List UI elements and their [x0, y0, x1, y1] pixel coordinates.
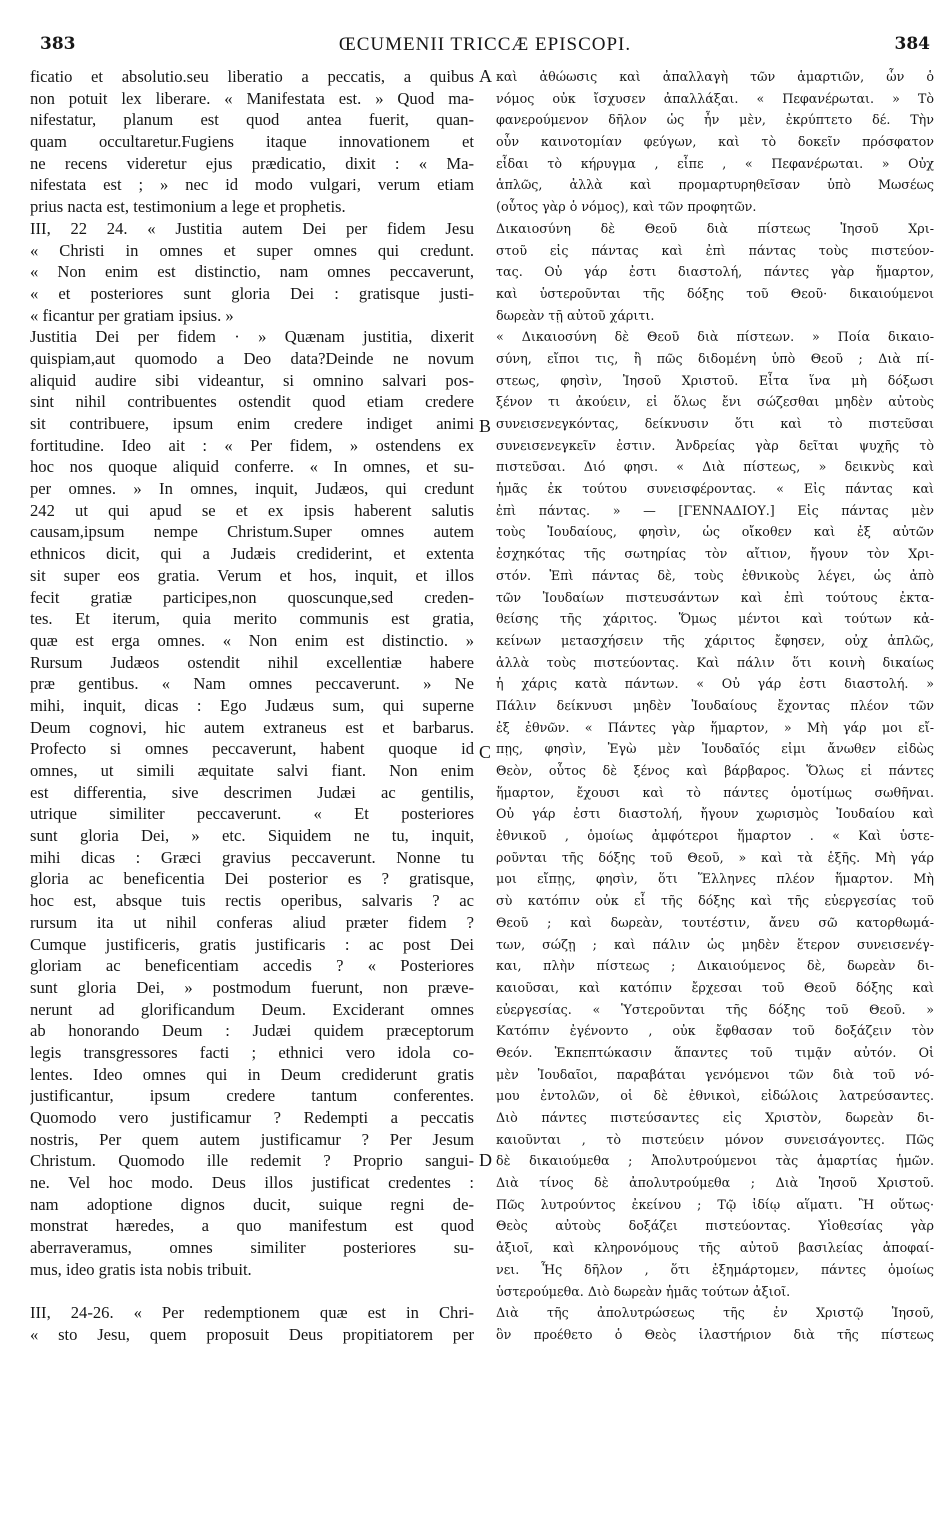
- text-line: των, σώζῃ ; καὶ πάλιν ὡς μηδὲν ἕτερον συνεισενέγ-: [496, 936, 934, 952]
- margin-letter-a: A: [479, 66, 492, 86]
- text-line: καὶ ὑστεροῦνται τῆς δόξης τοῦ Θεοῦ· δικαιούμενοι: [496, 285, 934, 301]
- text-line: ne recens videretur ejus prædicatio, dixit : « Ma-: [30, 153, 474, 173]
- latin-column: [30, 66, 474, 1346]
- text-line: Θεὸς αὐτοὺς δοξάζει πιστεύοντας. Υἱοθεσίας γὰρ: [496, 1218, 934, 1234]
- text-line: Rursum Judæos ostendit nihil excellentiæ habere: [30, 652, 474, 672]
- text-line: mihi, inquit, dicas : Ego Judæus sum, qui superne: [30, 695, 474, 715]
- text-line: nifestatur, planum est quod antea fuerit, quan-: [30, 110, 474, 130]
- text-line: μὲν Ἰουδαῖοι, παραβάται γενόμενοι τῶν διὰ τοῦ νό-: [496, 1066, 934, 1082]
- text-line: μου ἐντολῶν, οἱ δὲ ἐθνικοὶ, εἰδώλοις λατρεύσαντες.: [496, 1088, 934, 1104]
- text-line: 242 ut qui apud se et ex ipsis haberent salutis: [30, 500, 474, 520]
- text-line: ἡ χάρις κατὰ πάντων. « Οὐ γάρ ἐστι διαστολή. »: [496, 676, 934, 692]
- text-line: στόν. Ἐπὶ πάντας δὲ, τοὺς ἐθνικοὺς λέγει, ὡς ἀπὸ: [496, 567, 934, 583]
- text-line: ab honorando Deum : Judæi quidem præceptorum: [30, 1021, 474, 1041]
- text-line: aliquid audire sibi videantur, si omnino salvari pos-: [30, 370, 474, 390]
- text-line: tes. Et iterum, quia merito communis est gratia,: [30, 609, 474, 629]
- text-line: σὺ κατόπιν οὐκ εἶ τῆς δόξης καὶ τῆς εὐεργεσίας τοῦ: [496, 893, 934, 909]
- text-line: Deum cognovi, hic autem extraneus est et barbarus.: [30, 717, 474, 737]
- text-line: κείνων μετασχήσειν τῆς χάριτος ἔφησεν, οὐχ ἁπλῶς,: [496, 632, 934, 648]
- text-line: ἐθνικοῦ , ὁμοίως ἀμφότεροι ἥμαρτον . « Καὶ ὑστε-: [496, 828, 934, 844]
- text-line: συνεισενεγκόντας, δείκνυσιν ὅτι καὶ τὸ πιστεῦσαι: [496, 416, 934, 431]
- text-line: και, πλὴν πίστεως ; Δικαιούμενος δὲ, δωρεὰν δι-: [496, 958, 934, 974]
- text-line: legis transgressores facti ; ethnici vero idola co-: [30, 1042, 474, 1062]
- text-line: hoc nos quoque aliquid conferre. « In omnes, et su-: [30, 457, 474, 477]
- text-line: aberraveramus, omnes similiter posteriores su-: [30, 1238, 474, 1258]
- left-page-number: 383: [40, 34, 76, 54]
- text-line: συνεισενεγκεῖν ἐστιν. Ἀνδρείας γὰρ δεῖται ψυχῆς τὸ: [496, 437, 934, 453]
- text-line: ροῦνται τῆς δόξης τοῦ Θεοῦ, » καὶ τὰ ἑξῆς. Μὴ γάρ: [496, 849, 934, 865]
- text-line: gloriam ac beneficentiam accedis ? « Posteriores: [30, 956, 474, 976]
- text-line: non potuit lex liberare. « Manifestata est. » Quod ma-: [30, 88, 474, 108]
- text-line: (οὗτος γὰρ ὁ νόμος), καὶ τῶν προφητῶν.: [496, 199, 757, 215]
- text-line: est differentia, sive descrimen Judæi ac gentilis,: [30, 782, 474, 802]
- text-line: ἀξιοῖ, καὶ κληρονόμους τῆς αὐτοῦ βασιλείας ἀποφαί-: [496, 1240, 934, 1256]
- greek-column: [496, 66, 934, 1346]
- text-line: φανερούμενον δῆλον ὡς ἦν μὲν, ἐκρύπτετο δέ. Τὴν: [496, 112, 934, 128]
- text-line: νει. Ἧς δῆλον , ὅτι ἐξημάρτομεν, πάντες ὁμοίως: [496, 1261, 934, 1277]
- text-line: Justitia Dei per fidem · » Quænam justitia, dixerit: [30, 327, 474, 347]
- text-line: nostris, Per quem autem justificamur ? Per Jesum: [30, 1129, 474, 1149]
- text-line: Οὐ γάρ ἐστι διαστολή, ἤγουν χωρισμὸς Ἰουδαίου καὶ: [496, 806, 934, 822]
- text-line: Διὸ πάντες πιστεύσαντες εἰς Χριστὸν, δωρεὰν δι-: [496, 1110, 934, 1125]
- text-line: nam adoptione dignos ducit, suique regni de-: [30, 1194, 474, 1214]
- text-line: Πάλιν δείκνυσι μηδὲν Ἰουδαίους ἔχοντας πλέον τῶν: [496, 697, 934, 713]
- text-line: ethnicos dicit, qui a Judæis crediderint, et extenta: [30, 544, 474, 564]
- text-line: τῶν Ἰουδαίων πιστευσάντων καὶ ἐπὶ τούτους ἐκτα-: [496, 589, 934, 605]
- margin-letter-d: D: [479, 1150, 492, 1170]
- text-line: Κατόπιν ἐγένοντο , οὐκ ἔφθασαν τοῦ δοξάζειν τὸν: [496, 1023, 934, 1039]
- text-line: sunt gloria Dei, » etc. Siquidem ne tu, inquit,: [30, 826, 474, 846]
- text-line: nerunt ad glorificandum Deum. Exciderant omnes: [30, 999, 474, 1019]
- text-line: præ gentibus. « Nam omnes peccaverunt. » Ne: [30, 674, 474, 694]
- right-page-number: 384: [894, 34, 930, 54]
- text-line: πῃς, φησὶν, Ἐγὼ μὲν Ἰουδαῖός εἰμι ἄνωθεν εἰδὼς: [496, 741, 934, 757]
- text-line: « sto Jesu, quem proposuit Deus propitiatorem per: [30, 1324, 474, 1344]
- text-line: τοὺς Ἰουδαίους, φησὶν, ὡς οἴκοθεν καὶ ἐξ αὐτῶν: [496, 524, 934, 540]
- text-line: ὑστερούμεθα. Διὸ δωρεὰν ἡμᾶς τούτων ἀξιοῖ.: [496, 1283, 791, 1299]
- text-line: ξένον τι ἀκούειν, εἰ ὅλως ἔνι σώζεσθαι μηδὲν αὐτοὺς: [496, 394, 934, 410]
- text-line: εὐεργεσίας. « Ὑστεροῦνται τῆς δόξης τοῦ Θεοῦ. »: [496, 1001, 934, 1017]
- text-line: σύνη, εἴποι τις, ἢ πῶς διδομένη ὑπὸ Θεοῦ ; Διὰ πί-: [496, 350, 934, 366]
- margin-letter-c: C: [479, 742, 492, 762]
- text-line: monstrat hæredes, a quo manifestum est quod: [30, 1216, 474, 1236]
- text-line: Πῶς λυτρούντος ἐκείνου ; Τῷ ἰδίῳ αἵματι. Ἢ οὕτως·: [496, 1196, 934, 1212]
- text-line: ἐπὶ πάντας. » — [ΓΕΝΝΑΔΙΟΥ.] Εἰς πάντας μὲν: [496, 502, 934, 518]
- text-line: εἶδαι τὸ κήρυγμα , εἶπε , « Πεφανέρωται. » Οὐχ: [496, 155, 934, 171]
- text-line: Profecto si omnes peccaverunt, habent quoque id: [30, 739, 474, 759]
- text-line: θείσης τῆς χάριτος. Ὅμως μέντοι καὶ τούτων κἀ-: [496, 611, 934, 627]
- running-header: [40, 34, 930, 60]
- paragraph-gap: [30, 1281, 474, 1303]
- text-line: Διὰ τίνος δὲ ἀπολυτρούμεθα ; Διὰ Ἰησοῦ Χριστοῦ.: [496, 1175, 934, 1191]
- text-line: mihi dicas : Græci gravius peccaverunt. Nonne tu: [30, 847, 474, 867]
- text-line: utrique similiter peccaverunt. « Et posteriores: [30, 804, 474, 824]
- text-line: quam occultaretur.Fugiens itaque innovationem et: [30, 132, 474, 152]
- text-line: πιστεῦσαι. Διό φησι. « Διὰ πίστεως, » δεικνὺς καὶ: [496, 459, 934, 475]
- text-line: ἀλλὰ τοὺς πιστεύοντας. Καὶ πάλιν ὅτι κοινὴ δικαίως: [496, 654, 934, 670]
- text-line: μοι εἴπῃς, φησὶν, ὅτι Ἕλληνες πλέον ἥμαρτον. Μὴ: [496, 871, 934, 887]
- text-line: ὃν προέθετο ὁ Θεὸς ἱλαστήριον διὰ τῆς πίστεως: [496, 1326, 934, 1342]
- text-line: per omnes. » In omnes, inquit, Judæos, qui credunt: [30, 479, 474, 499]
- margin-letter-b: B: [479, 416, 492, 436]
- text-line: στοῦ εἰς πάντας καὶ ἐπὶ πάντας τοὺς πιστεύον-: [496, 242, 934, 258]
- text-line: ne. Vel hoc modo. Deus illos justificat credentes :: [30, 1173, 474, 1193]
- text-line: νόμος οὐκ ἴσχυσεν ἀπαλλάξαι. « Πεφανέρωται. » Τὸ: [496, 90, 934, 106]
- text-line: fecit gratiæ participes,non quoscunque,sed creden-: [30, 587, 474, 607]
- text-line: fortitudine. Ideo ait : « Per fidem, » ostendens ex: [30, 435, 474, 455]
- text-line: Christum. Quomodo ille redemit ? Proprio sangui-: [30, 1151, 474, 1171]
- text-line: καὶ ἀθώωσις καὶ ἀπαλλαγὴ τῶν ἁμαρτιῶν, ὧν ὁ: [496, 69, 934, 84]
- text-line: καιοῦνται , τὸ πιστεύειν μόνον συνεισάγοντες. Πῶς: [496, 1131, 934, 1147]
- text-line: δωρεὰν τῇ αὐτοῦ χάριτι.: [496, 307, 655, 323]
- text-line: ἐσχηκότας τῆς σωτηρίας τὸν αἴτιον, ἤγουν τὸν Χρι-: [496, 546, 934, 562]
- running-title: ŒCUMENII TRICCÆ EPISCOPI.: [338, 34, 632, 55]
- text-line: ἁπλῶς, ἀλλὰ καὶ προμαρτυρηθεῖσαν ὑπὸ Μωσέως: [496, 177, 934, 193]
- text-line: sit super eos gratia. Verum et hos, inquit, et illos: [30, 565, 474, 585]
- text-line: Θεόν. Ἐκπεπτώκασιν ἅπαντες τοῦ τιμᾷν αὐτόν. Οἱ: [496, 1044, 934, 1060]
- text-line: Διὰ τῆς ἀπολυτρώσεως τῆς ἐν Χριστῷ Ἰησοῦ,: [496, 1305, 934, 1321]
- text-line: III, 22 24. « Justitia autem Dei per fidem Jesu: [30, 218, 474, 238]
- text-line: gloria ac beneficentia Dei posterior es ? gratisque,: [30, 869, 474, 889]
- text-line: III, 24-26. « Per redemptionem quæ est in Chri-: [30, 1303, 474, 1323]
- text-line: rursum ita ut nihil conferas aliud præter fidem ?: [30, 912, 474, 932]
- text-line: δὲ δικαιούμεθα ; Ἀπολυτρούμενοι τὰς ἁμαρτίας ἡμῶν.: [496, 1153, 934, 1169]
- text-line: Δικαιοσύνη δὲ Θεοῦ διὰ πίστεως Ἰησοῦ Χρι-: [496, 220, 934, 236]
- text-line: nifestata est ; » nec id modo vulgari, verum etiam: [30, 175, 474, 195]
- text-line: « Christi in omnes et super omnes qui credunt.: [30, 240, 474, 260]
- text-line: lentes. Ideo omnes qui in Deum crediderunt gratis: [30, 1064, 474, 1084]
- text-line: Quomodo vero justificamur ? Redempti a peccatis: [30, 1108, 474, 1127]
- text-line: sunt gloria Dei, » postmodum fuerunt, non præve-: [30, 977, 474, 997]
- text-line: omnes, ut simili æquitate salvi fiant. Non enim: [30, 761, 474, 780]
- text-line: causam,ipsum nempe Christum.Super omnes autem: [30, 522, 474, 542]
- text-line: quæ est erga omnes. « Non enim est distinctio. »: [30, 630, 474, 650]
- text-line: ficatio et absolutio.seu liberatio a peccatis, a quibus: [30, 67, 474, 86]
- text-line: Cumque justificeris, gratis justificaris : ac post Dei: [30, 934, 474, 954]
- text-line: sint nihil contribuentes ostendit quod etiam credere: [30, 392, 474, 412]
- text-line: « et posteriores sunt gloria Dei : gratisque justi-: [30, 283, 474, 303]
- text-line: καιοῦσαι, καὶ κατόπιν ἔρχεσαι τοῦ Θεοῦ δόξης καὶ: [496, 979, 934, 995]
- text-line: « Non enim est distinctio, nam omnes peccaverunt,: [30, 262, 474, 282]
- text-line: στεως, φησὶν, Ἰησοῦ Χριστοῦ. Εἶτα ἵνα μὴ δόξωσι: [496, 372, 934, 388]
- text-line: justificantur, ipsum credere tantum conferentes.: [30, 1086, 474, 1106]
- text-line: ἐξ ἐθνῶν. « Πάντες γὰρ ἥμαρτον, » Μὴ γάρ μοι εἴ-: [496, 719, 934, 735]
- text-line: ἥμαρτον, ἔχουσι καὶ τὸ πάντες ὁμοτίμως σωθῆναι.: [496, 784, 934, 800]
- text-line: hoc est, absque tuis rectis operibus, salvaris ? ac: [30, 891, 474, 911]
- text-line: quispiam,aut quomodo a Deo data?Deinde ne novum: [30, 348, 474, 368]
- text-line: « Δικαιοσύνη δὲ Θεοῦ διὰ πίστεων. » Ποία δικαιο-: [496, 329, 934, 345]
- text-line: mus, ideo gratis ista nobis tribuit.: [30, 1259, 252, 1279]
- text-line: Θεὸν, οὗτος δὲ ξένος καὶ βάρβαρος. Ὅλως εἰ πάντες: [496, 763, 934, 778]
- text-line: prius nacta est, testimonium a lege et prophetis.: [30, 197, 346, 217]
- text-line: sit contribuere, ipsum enim credere indiget animi: [30, 414, 474, 433]
- text-line: « ficantur per gratiam ipsius. »: [30, 305, 234, 325]
- text-line: τας. Οὐ γάρ ἐστι διαστολή, πάντες γὰρ ἥμαρτον,: [496, 264, 934, 280]
- text-line: ἡμᾶς ἐκ τούτου συνεισφέροντας. « Εἰς πάντας καὶ: [496, 481, 934, 497]
- text-line: οὖν καινοτομίαν φεύγων, καὶ τὸ δοκεῖν πρόσφατον: [496, 134, 934, 150]
- text-line: Θεοῦ ; καὶ δωρεὰν, τουτέστιν, ἄνευ σῶ κατορθωμά-: [496, 914, 934, 930]
